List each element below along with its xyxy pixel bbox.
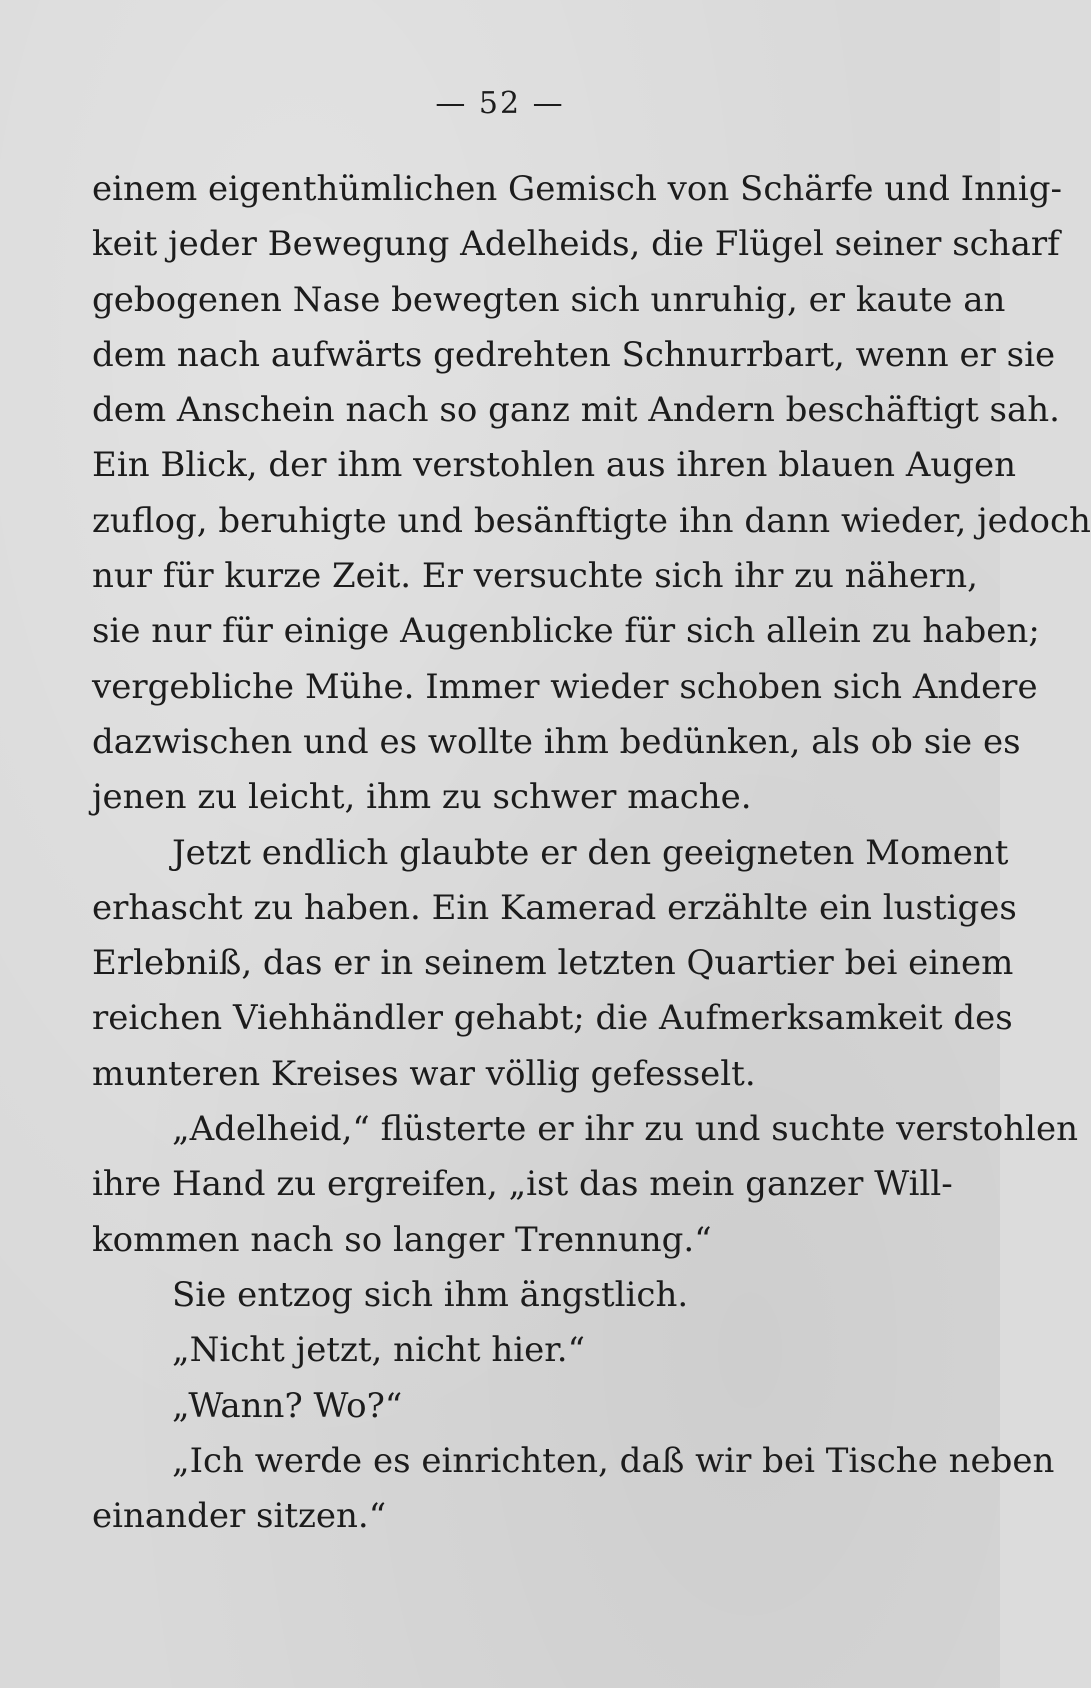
text-line: erhascht zu haben. Ein Kamerad erzählte ein lustiges — [92, 887, 1017, 928]
text-line: dem Anschein nach so ganz mit Andern beschäftigt sah. — [92, 390, 1060, 431]
text-line: Erlebniß, das er in seinem letzten Quartier bei einem — [92, 943, 1014, 984]
text-line: nur für kurze Zeit. Er versuchte sich ihr zu nähern, — [92, 556, 978, 597]
text-line: „Wann? Wo?“ — [172, 1385, 403, 1426]
text-line: dazwischen und es wollte ihm bedünken, als ob sie es — [92, 721, 1021, 762]
text-line: „Nicht jetzt, nicht hier.“ — [172, 1330, 585, 1371]
page-number: — 52 — — [435, 86, 565, 121]
text-line: zuflog, beruhigte und besänftigte ihn dann wieder, jedoch — [92, 500, 1091, 541]
text-line: dem nach aufwärts gedrehten Schnurrbart, wenn er sie — [92, 334, 1056, 375]
text-line: kommen nach so langer Trennung.“ — [92, 1219, 712, 1260]
text-line: einander sitzen.“ — [92, 1496, 387, 1537]
text-line: einem eigenthümlichen Gemisch von Schärfe und Innig- — [92, 169, 1063, 209]
body-text — [92, 162, 1091, 1544]
text-line: reichen Viehhändler gehabt; die Aufmerksamkeit des — [92, 998, 1013, 1039]
text-line: keit jeder Bewegung Adelheids, die Flügel seiner scharf — [92, 224, 1060, 265]
text-line: ihre Hand zu ergreifen, „ist das mein ganzer Will- — [92, 1164, 953, 1205]
text-line: „Ich werde es einrichten, daß wir bei Tische neben — [172, 1440, 1055, 1481]
text-line: sie nur für einige Augenblicke für sich allein zu haben; — [92, 611, 1040, 652]
text-line: Sie entzog sich ihm ängstlich. — [172, 1274, 689, 1315]
text-line: Ein Blick, der ihm verstohlen aus ihren blauen Augen — [92, 445, 1017, 486]
text-line: Jetzt endlich glaubte er den geeigneten Moment — [172, 832, 1009, 873]
text-line: jenen zu leicht, ihm zu schwer mache. — [92, 777, 752, 818]
text-line: gebogenen Nase bewegten sich unruhig, er kaute an — [92, 279, 1006, 320]
text-line: „Adelheid,“ flüsterte er ihr zu und suchte verstohlen — [172, 1109, 1079, 1150]
text-line: munteren Kreises war völlig gefesselt. — [92, 1053, 756, 1094]
text-line: vergebliche Mühe. Immer wieder schoben sich Andere — [92, 666, 1038, 707]
